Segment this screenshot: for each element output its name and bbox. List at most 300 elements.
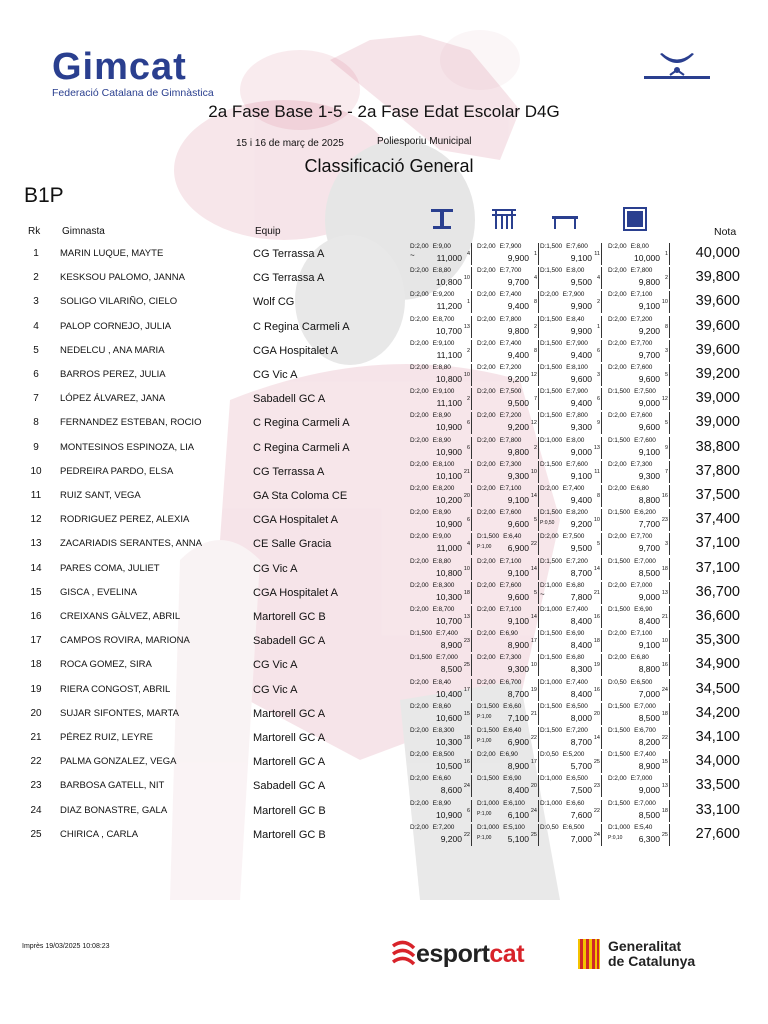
execution-score: E:7,000 [634, 702, 656, 710]
apparatus-rank: 13 [661, 783, 668, 790]
apparatus-total: 9,200 [507, 374, 529, 384]
apparatus-score [607, 800, 670, 822]
apparatus-total: 9,000 [638, 398, 660, 409]
rank-cell: 1 [33, 248, 39, 259]
execution-score: E:8,90 [432, 436, 451, 444]
difficulty-score: D:1,500 [540, 243, 563, 250]
apparatus-total: 10,900 [436, 519, 462, 530]
page-subtitle: Classificació General [304, 156, 474, 176]
total-score: 36,600 [695, 608, 740, 624]
d-e-scores [410, 606, 454, 613]
apparatus-total: 10,400 [436, 688, 462, 699]
apparatus-score [607, 582, 670, 604]
apparatus-total: 10,100 [436, 470, 462, 481]
d-e-scores [410, 582, 454, 589]
execution-score: E:8,00 [566, 267, 585, 275]
penalty: P:0,50 [540, 520, 555, 527]
penalty: P:1,00 [477, 738, 492, 744]
apparatus-rank: 4 [466, 541, 470, 548]
apparatus-rank: 18 [463, 589, 470, 596]
d-e-scores [608, 412, 652, 419]
apparatus-rank: 1 [664, 251, 668, 257]
apparatus-score [607, 509, 670, 531]
apparatus-total: 10,900 [436, 809, 462, 820]
apparatus-score [476, 485, 539, 507]
gymnast-name: ZACARIADIS SERANTES, ANNA [60, 538, 203, 550]
table-row [0, 266, 768, 290]
d-e-scores [540, 800, 584, 807]
execution-score: E:7,100 [630, 630, 653, 638]
rank-cell: 15 [30, 586, 42, 598]
apparatus-score [607, 606, 670, 628]
execution-score: E:8,80 [432, 267, 451, 275]
apparatus-total: 9,400 [570, 398, 592, 409]
apparatus-total: 9,100 [507, 616, 529, 626]
rank-cell: 21 [30, 732, 42, 743]
apparatus-rank: 21 [593, 589, 600, 596]
apparatus-score [539, 388, 602, 410]
club-name: Martorell GC A [253, 707, 326, 720]
difficulty-score: D:2,00 [608, 291, 627, 299]
difficulty-score: D:2,00 [477, 412, 496, 420]
difficulty-score: D:2,00 [410, 315, 429, 323]
apparatus-score [476, 703, 539, 725]
generalitat-logo [576, 938, 706, 970]
tilde-mark: ~ [410, 251, 415, 260]
apparatus-rank: 25 [463, 662, 470, 669]
execution-score: E:6,90 [503, 775, 522, 783]
apparatus-rank: 10 [593, 517, 600, 524]
execution-score: E:7,600 [499, 509, 522, 517]
execution-score: E:9,100 [432, 339, 455, 347]
execution-score: E:6,500 [566, 775, 588, 783]
apparatus-total: 8,900 [507, 761, 529, 772]
apparatus-score [409, 582, 472, 604]
rank-cell: 19 [30, 683, 42, 695]
apparatus-total: 9,400 [570, 495, 592, 505]
difficulty-score: D:2,00 [477, 388, 496, 396]
apparatus-total: 8,200 [638, 737, 660, 747]
table-row [0, 557, 768, 581]
apparatus-score [409, 751, 472, 773]
apparatus-total: 9,200 [440, 833, 462, 844]
club-name: Martorell GC B [253, 828, 326, 841]
apparatus-total: 8,900 [440, 640, 462, 651]
apparatus-total: 8,500 [638, 712, 660, 723]
apparatus-total: 9,400 [507, 349, 529, 360]
difficulty-score: D:2,00 [608, 315, 627, 323]
esportcat-text-a: esport [416, 940, 490, 968]
logo-text: Gimcat [52, 46, 187, 88]
apparatus-score [476, 800, 539, 822]
apparatus-total: 6,300 [638, 833, 660, 844]
difficulty-score: D:2,00 [477, 243, 496, 250]
difficulty-score: D:1,000 [477, 823, 500, 831]
apparatus-total: 8,700 [570, 737, 592, 747]
apparatus-total: 7,600 [570, 809, 592, 820]
apparatus-total: 8,300 [570, 664, 592, 675]
execution-score: E:8,100 [566, 364, 588, 371]
d-e-scores [410, 703, 451, 710]
total-score: 34,000 [695, 753, 740, 770]
d-e-scores [410, 461, 454, 468]
d-e-scores [540, 558, 588, 565]
difficulty-score: D:2,00 [410, 485, 429, 492]
table-row [0, 484, 768, 508]
apparatus-rank: 5 [596, 541, 600, 548]
difficulty-score: D:2,00 [410, 702, 429, 710]
gymnast-name: FERNANDEZ ESTEBAN, ROCIO [60, 417, 202, 429]
d-e-scores [410, 509, 451, 516]
execution-score: E:8,80 [432, 557, 451, 565]
esportcat-mark-icon [390, 940, 416, 968]
execution-score: E:8,40 [566, 315, 585, 323]
table-row [0, 702, 768, 726]
apparatus-score [539, 485, 602, 507]
difficulty-score: D:1,500 [477, 533, 500, 541]
execution-score: E:7,600 [634, 436, 656, 444]
apparatus-total: 8,600 [440, 785, 462, 796]
apparatus-rank: 10 [463, 275, 470, 282]
execution-score: E:6,100 [503, 799, 525, 807]
difficulty-score: D:2,00 [410, 267, 429, 275]
d-e-scores [608, 654, 649, 661]
apparatus-total: 9,300 [570, 422, 592, 433]
apparatus-score [607, 243, 670, 265]
esportcat-text-b: cat [489, 940, 525, 968]
apparatus-total: 9,900 [570, 325, 592, 336]
apparatus-score [607, 364, 670, 386]
table-row [0, 411, 768, 435]
d-e-scores [477, 582, 521, 589]
difficulty-score: D:1,500 [540, 557, 563, 565]
club-name: Martorell GC A [253, 756, 326, 769]
apparatus-rank: 5 [533, 517, 537, 524]
execution-score: E:8,90 [432, 412, 451, 420]
table-row [0, 532, 768, 556]
d-e-scores [410, 679, 451, 686]
apparatus-total: 10,300 [436, 737, 462, 747]
d-e-scores [410, 437, 451, 444]
apparatus-score [539, 267, 602, 289]
difficulty-score: D:2,00 [477, 751, 496, 759]
apparatus-score [539, 340, 602, 362]
club-name: C Regina Carmeli A [253, 441, 350, 454]
apparatus-rank: 24 [530, 807, 537, 814]
apparatus-score [409, 533, 472, 555]
d-e-scores [540, 606, 588, 613]
table-row [0, 242, 768, 266]
apparatus-score [539, 412, 602, 434]
execution-score: E:6,60 [503, 702, 522, 710]
execution-score: E:7,000 [630, 775, 653, 783]
execution-score: E:7,800 [499, 436, 522, 444]
apparatus-rank: 1 [596, 323, 600, 330]
apparatus-total: 5,700 [570, 761, 592, 772]
penalty: P:1,00 [477, 544, 492, 551]
execution-score: E:5,40 [634, 823, 653, 831]
d-e-scores [540, 775, 588, 782]
difficulty-score: D:2,00 [477, 654, 496, 662]
execution-score: E:6,700 [499, 678, 522, 686]
execution-score: E:6,90 [634, 606, 653, 613]
execution-score: E:6,60 [432, 775, 451, 783]
apparatus-rank: 8 [533, 299, 537, 306]
gymnast-name: CHIRICA , CARLA [60, 828, 139, 840]
d-e-scores [540, 316, 584, 323]
d-e-scores [540, 703, 588, 710]
d-e-scores [608, 533, 652, 540]
apparatus-total: 9,600 [638, 422, 660, 433]
execution-score: E:8,100 [432, 460, 455, 468]
d-e-scores [477, 461, 521, 468]
difficulty-score: D:2,00 [608, 243, 627, 250]
apparatus-score [476, 727, 539, 749]
apparatus-rank: 23 [593, 783, 600, 790]
d-e-scores [540, 533, 584, 540]
senyera-icon [576, 939, 602, 969]
total-score: 39,600 [695, 341, 740, 358]
d-e-scores [540, 824, 584, 831]
difficulty-score: D:2,00 [410, 412, 429, 420]
difficulty-score: D:1,500 [608, 509, 631, 517]
rank-cell: 14 [30, 562, 42, 574]
apparatus-score [476, 606, 539, 628]
d-e-scores [540, 679, 588, 686]
apparatus-score [476, 630, 539, 652]
execution-score: E:6,60 [566, 799, 585, 807]
apparatus-rank: 6 [466, 517, 470, 524]
apparatus-rank: 6 [596, 347, 600, 354]
total-score: 27,600 [695, 825, 740, 842]
d-e-scores [608, 824, 652, 831]
apparatus-score [607, 727, 670, 749]
execution-score: E:7,200 [432, 823, 455, 831]
d-e-scores [540, 751, 584, 758]
gymnast-emblem-icon [640, 46, 714, 86]
difficulty-score: D:2,00 [410, 533, 429, 541]
difficulty-score: D:2,00 [608, 339, 627, 347]
rank-cell: 3 [33, 296, 39, 308]
execution-score: E:6,90 [499, 630, 518, 638]
rank-cell: 17 [30, 635, 42, 647]
execution-score: E:7,700 [499, 267, 522, 275]
execution-score: E:7,600 [566, 460, 588, 468]
apparatus-rank: 24 [463, 783, 470, 790]
apparatus-rank: 4 [466, 251, 470, 257]
apparatus-total: 10,300 [436, 591, 462, 602]
apparatus-score [539, 654, 602, 676]
execution-score: E:7,900 [566, 339, 588, 347]
d-e-scores [608, 582, 652, 589]
gymnast-name: PEDREIRA PARDO, ELSA [60, 465, 174, 477]
difficulty-score: D:1,500 [410, 630, 433, 638]
difficulty-score: D:2,00 [410, 388, 429, 396]
d-e-scores [608, 243, 649, 250]
d-e-scores [410, 751, 454, 758]
apparatus-total: 9,300 [507, 470, 529, 481]
apparatus-rank: 25 [593, 759, 600, 766]
d-e-scores [608, 485, 649, 492]
execution-score: E:7,100 [499, 485, 522, 492]
difficulty-score: D:2,00 [477, 485, 496, 492]
rank-cell: 7 [33, 393, 39, 405]
apparatus-rank: 8 [533, 347, 537, 354]
d-e-scores [608, 340, 652, 347]
apparatus-score [607, 461, 670, 483]
gymnast-name: BARBOSA GATELL, NIT [60, 780, 165, 792]
difficulty-score: D:1,500 [608, 799, 631, 807]
apparatus-score [409, 243, 472, 265]
apparatus-score [607, 316, 670, 338]
d-e-scores [410, 775, 451, 782]
apparatus-total: 7,700 [638, 519, 660, 530]
apparatus-total: 9,600 [507, 591, 529, 602]
apparatus-rank: 3 [596, 372, 600, 378]
total-score: 37,500 [695, 487, 740, 503]
apparatus-score [476, 316, 539, 338]
difficulty-score: D:2,00 [410, 581, 429, 589]
apparatus-score [409, 727, 472, 749]
rank-cell: 22 [30, 756, 42, 768]
apparatus-rank: 18 [593, 638, 600, 645]
apparatus-rank: 22 [463, 831, 470, 838]
apparatus-score [476, 775, 539, 797]
difficulty-score: D:1,500 [540, 315, 563, 323]
d-e-scores [608, 267, 652, 274]
difficulty-score: D:1,500 [477, 727, 500, 734]
apparatus-score [607, 558, 670, 580]
apparatus-total: 9,600 [638, 374, 660, 384]
difficulty-score: D:2,00 [477, 581, 496, 589]
apparatus-total: 9,500 [570, 277, 592, 288]
apparatus-rank: 4 [533, 275, 537, 282]
d-e-scores [540, 388, 588, 395]
gymnast-name: CREIXANS GÀLVEZ, ABRIL [60, 611, 181, 622]
apparatus-total: 10,800 [436, 277, 462, 288]
d-e-scores [410, 824, 454, 831]
difficulty-score: D:1,500 [608, 606, 631, 613]
apparatus-rank: 25 [530, 831, 537, 838]
apparatus-rank: 17 [463, 686, 470, 693]
difficulty-score: D:2,00 [477, 436, 496, 444]
club-name: GA Sta Coloma CE [253, 490, 348, 502]
apparatus-rank: 16 [661, 493, 668, 499]
apparatus-total: 8,500 [440, 664, 462, 675]
apparatus-total: 9,300 [507, 664, 529, 675]
difficulty-score: D:1,500 [540, 630, 563, 638]
apparatus-rank: 22 [661, 735, 668, 741]
apparatus-total: 11,000 [436, 253, 462, 263]
execution-score: E:6,90 [499, 751, 518, 759]
difficulty-score: D:2,00 [608, 364, 627, 371]
category-label: B1P [24, 184, 64, 207]
apparatus-rank: 17 [530, 638, 537, 645]
execution-score: E:8,200 [566, 509, 588, 517]
d-e-scores [477, 509, 521, 516]
difficulty-score: D:2,00 [608, 267, 627, 275]
apparatus-score [476, 509, 539, 531]
execution-score: E:7,000 [630, 581, 653, 589]
execution-score: E:7,200 [499, 412, 522, 420]
d-e-scores [540, 485, 584, 492]
apparatus-total: 6,100 [507, 809, 529, 820]
apparatus-total: 9,000 [638, 591, 660, 602]
d-e-scores [410, 267, 451, 274]
d-e-scores [608, 727, 656, 734]
apparatus-score [539, 243, 602, 265]
execution-score: E:7,400 [499, 339, 522, 347]
d-e-scores [477, 316, 521, 323]
d-e-scores [477, 533, 521, 540]
club-name: C Regina Carmeli A [253, 320, 350, 333]
apparatus-total: 9,200 [638, 325, 660, 336]
apparatus-score [409, 824, 472, 846]
apparatus-rank: 14 [530, 493, 537, 499]
club-name: CE Salle Gracia [253, 538, 332, 551]
total-score: 34,500 [695, 680, 740, 697]
apparatus-total: 10,700 [436, 325, 462, 336]
apparatus-total: 6,900 [507, 737, 529, 747]
difficulty-score: D:2,00 [410, 557, 429, 565]
apparatus-score [476, 461, 539, 483]
apparatus-score [539, 775, 602, 797]
d-e-scores [540, 291, 584, 298]
apparatus-score [409, 800, 472, 822]
club-name: CGA Hospitalet A [253, 586, 338, 599]
penalty: P:1,00 [477, 810, 492, 817]
difficulty-score: D:1,000 [540, 436, 563, 444]
apparatus-total: 9,500 [507, 398, 529, 409]
execution-score: E:7,600 [566, 243, 588, 250]
difficulty-score: D:1,500 [410, 654, 433, 662]
gymnast-name: CAMPOS ROVIRA, MARIONA [60, 635, 190, 647]
d-e-scores [540, 654, 584, 661]
d-e-scores [477, 388, 521, 395]
gymnast-name: MONTESINOS ESPINOZA, LIA [60, 441, 195, 453]
apparatus-score [409, 461, 472, 483]
difficulty-score: D:2,00 [477, 557, 496, 565]
difficulty-score: D:1,000 [477, 799, 500, 807]
table-row [0, 726, 768, 750]
apparatus-score [476, 654, 539, 676]
apparatus-score [607, 703, 670, 725]
table-row [0, 799, 768, 823]
execution-score: E:7,100 [499, 557, 522, 565]
d-e-scores [477, 751, 518, 758]
total-score: 34,200 [695, 704, 740, 721]
execution-score: E:6,90 [566, 630, 585, 638]
d-e-scores [608, 364, 652, 371]
apparatus-score [409, 291, 472, 313]
apparatus-score [539, 727, 602, 749]
execution-score: E:8,00 [630, 243, 649, 250]
d-e-scores [410, 388, 454, 395]
d-e-scores [608, 606, 652, 613]
difficulty-score: D:2,00 [477, 339, 496, 347]
total-score: 35,300 [695, 632, 740, 649]
vault-icon [550, 206, 580, 232]
apparatus-score [539, 679, 602, 701]
apparatus-score [539, 751, 602, 773]
balance-beam-icon [427, 206, 457, 232]
d-e-scores [540, 340, 588, 347]
execution-score: E:6,500 [566, 702, 588, 710]
apparatus-score [539, 800, 602, 822]
apparatus-rank: 6 [466, 444, 470, 451]
difficulty-score: D:2,00 [477, 291, 496, 299]
difficulty-score: D:0,50 [540, 751, 559, 759]
